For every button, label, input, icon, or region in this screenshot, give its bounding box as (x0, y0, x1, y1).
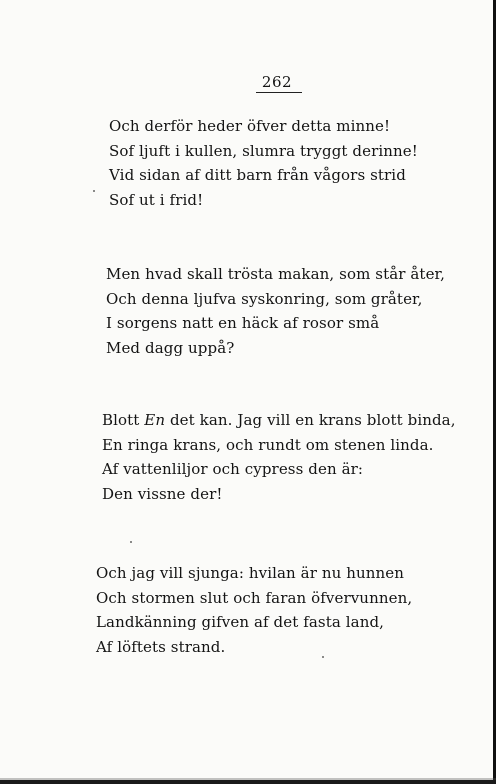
stanza-3-line-2: En ringa krans, och rundt om stenen linda. (102, 435, 434, 454)
paper-speck (130, 541, 132, 543)
stanza-1 (109, 114, 418, 212)
page-number-rule (256, 92, 302, 93)
stanza-3-line-1-after: det kan. Jag vill en krans blott binda, (165, 411, 456, 429)
paper-speck (322, 656, 324, 658)
page-edge-bottom (0, 780, 496, 784)
stanza-1-line-3: Vid sidan af ditt barn från vågors strid (109, 166, 406, 184)
stanza-4-line-1: Och jag vill sjunga: hvilan är nu hunnen (96, 564, 405, 582)
stanza-3-line-1 (102, 408, 456, 433)
stanza-3-line-1-emphasis: En (144, 411, 166, 429)
stanza-2-line-4: Med dagg uppå? (106, 338, 235, 357)
stanza-4-line-3: Landkänning gifven af det fasta land, (96, 613, 385, 631)
stanza-3 (102, 408, 456, 506)
stanza-4 (96, 561, 412, 659)
stanza-1-line-2: Sof ljuft i kullen, slumra tryggt derinne! (109, 141, 418, 160)
stanza-4-line-4: Af löftets strand. (96, 637, 226, 656)
paper-speck (93, 190, 95, 192)
stanza-4-line-2: Och stormen slut och faran öfvervunnen, (96, 588, 413, 607)
stanza-2 (106, 262, 445, 360)
stanza-3-line-3: Af vattenliljor och cypress den är: (102, 460, 364, 478)
stanza-2-line-3: I sorgens natt en häck af rosor små (106, 314, 380, 332)
stanza-2-line-1: Men hvad skall trösta makan, som står åter, (106, 265, 446, 283)
stanza-3-line-1-before: Blott (102, 411, 145, 429)
page-number: 262 (261, 73, 293, 91)
stanza-2-line-2: Och denna ljufva syskonring, som gråter, (106, 289, 423, 308)
stanza-3-line-4: Den vissne der! (102, 484, 223, 503)
stanza-1-line-4: Sof ut i frid! (109, 190, 204, 209)
stanza-1-line-1: Och derför heder öfver detta minne! (109, 117, 391, 135)
